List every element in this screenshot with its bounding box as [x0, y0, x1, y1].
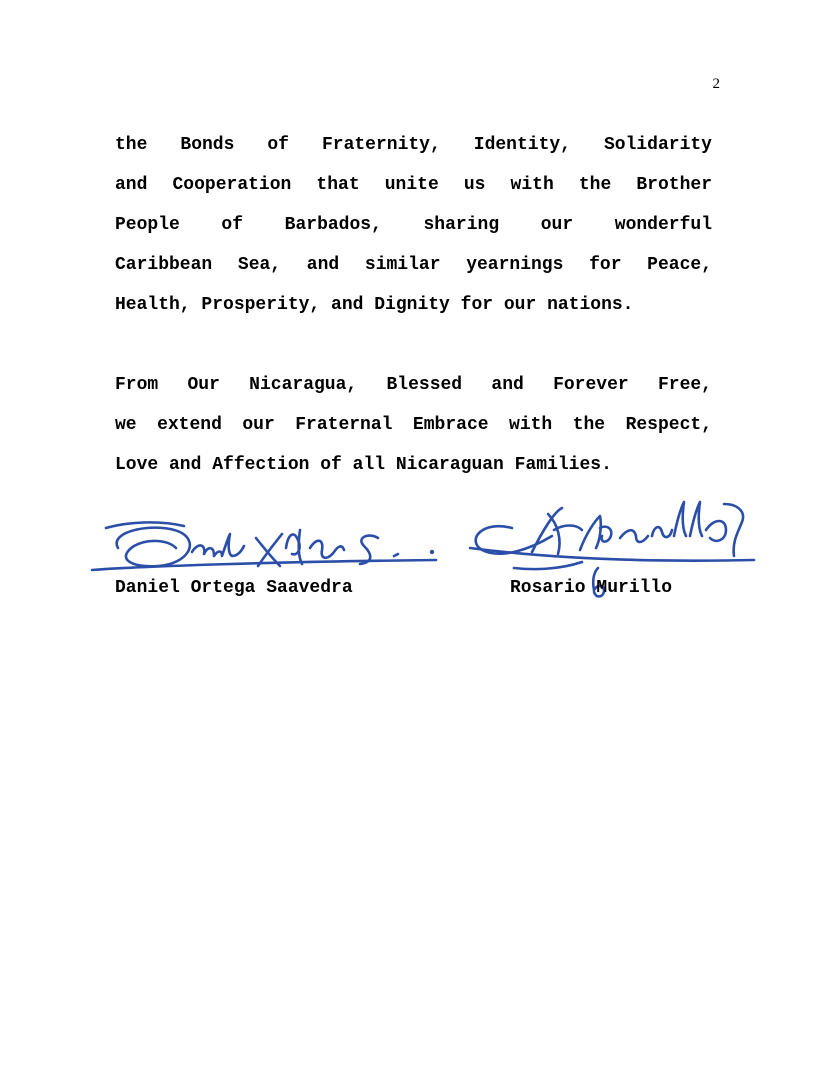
- signatory-name-right: Rosario Murillo: [510, 578, 673, 598]
- paragraph-line: From Our Nicaragua, Blessed and Forever Free,: [115, 375, 712, 395]
- letter-paragraph-2: [115, 365, 712, 485]
- paragraph-line: Love and Affection of all Nicaraguan Families.: [115, 455, 612, 475]
- paragraph-line: the Bonds of Fraternity, Identity, Solidarity: [115, 135, 712, 155]
- paragraph-line: People of Barbados, sharing our wonderful: [115, 215, 712, 235]
- paragraph-line: Health, Prosperity, and Dignity for our nations.: [115, 295, 634, 315]
- paragraph-line: Caribbean Sea, and similar yearnings for Peace,: [115, 255, 712, 275]
- paragraph-line: we extend our Fraternal Embrace with the Respect,: [115, 415, 712, 435]
- paragraph-line: and Cooperation that unite us with the Brother: [115, 175, 712, 195]
- letter-paragraph-1: [115, 125, 712, 325]
- page-number: 2: [712, 76, 720, 92]
- signature-daniel-ortega: [88, 508, 443, 580]
- signatory-name-left: Daniel Ortega Saavedra: [115, 578, 353, 598]
